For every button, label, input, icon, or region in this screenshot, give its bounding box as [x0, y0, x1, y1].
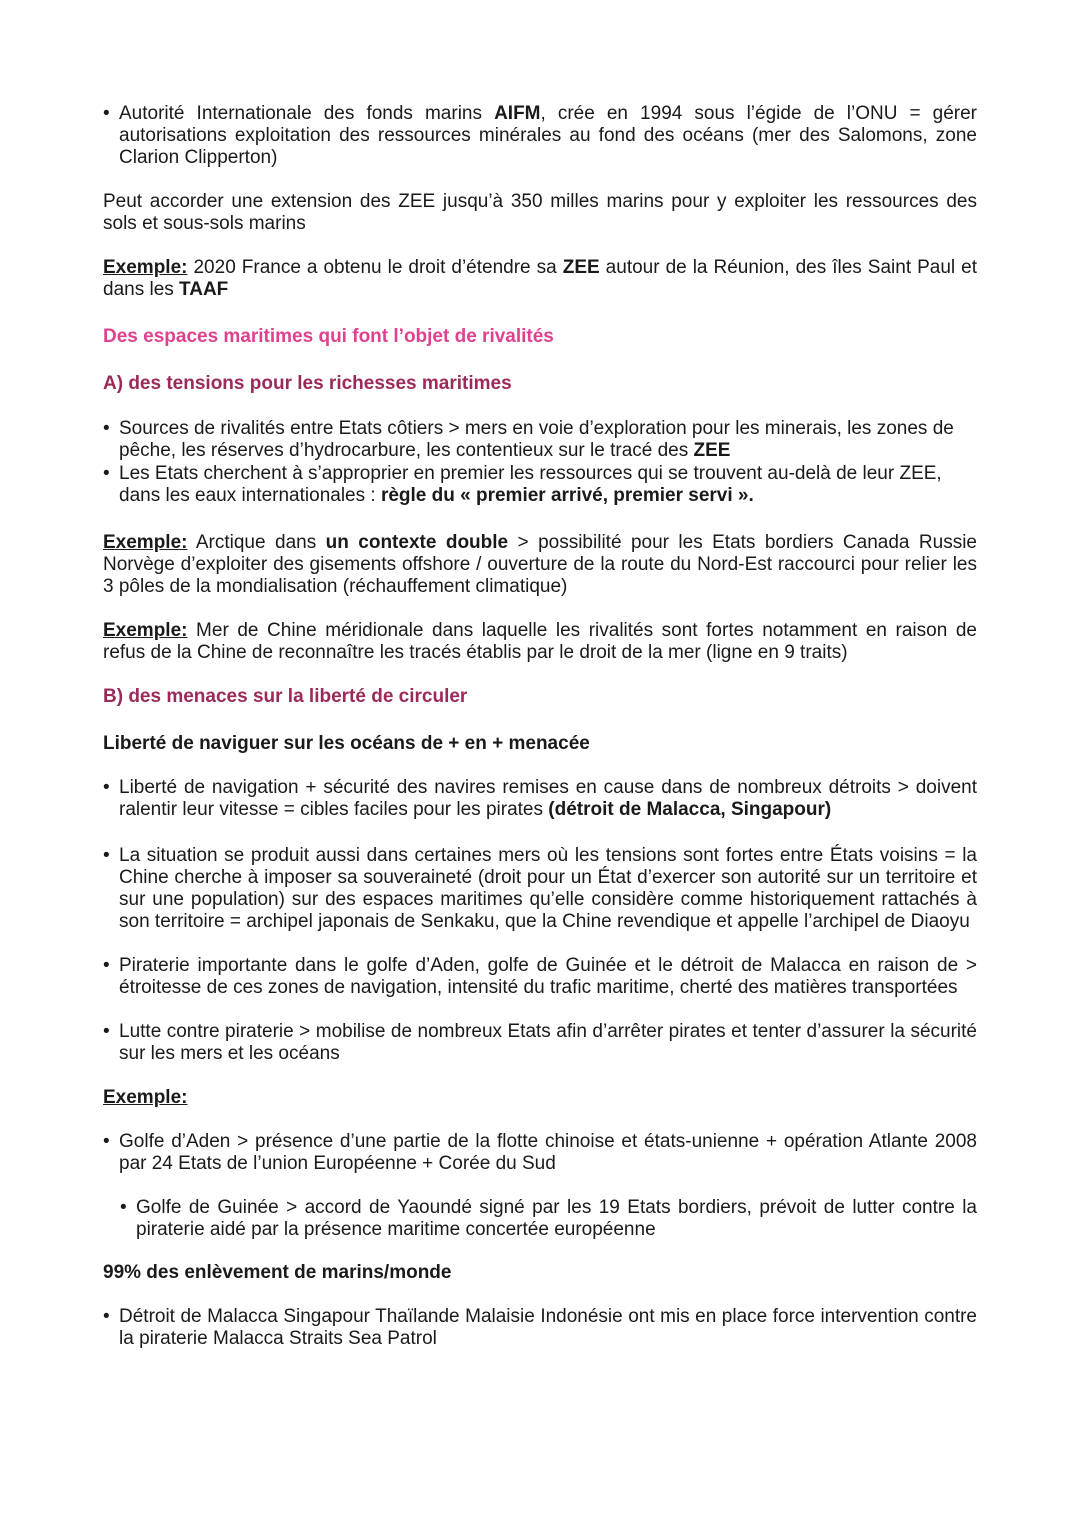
document-page — [103, 103, 977, 1350]
subheading-a: A) des tensions pour les richesses maritimes — [103, 373, 512, 394]
bold-text: règle du « premier arrivé, premier servi ». — [380, 485, 754, 506]
example-label: Exemple: — [103, 620, 188, 641]
bold-text: AIFM — [494, 103, 541, 124]
example-label: Exemple: — [103, 1087, 188, 1108]
text: autour de la Réunion, des îles Saint Paul et dans les — [103, 257, 977, 300]
bullet-golfe-aden: • Golfe d’Aden > présence d’une partie de la flotte chinoise et états-unienne + opération Atlante 2008 par 24 Etats de l’union Européenne + Corée du Sud — [103, 1131, 977, 1175]
heading-statistique: 99% des enlèvement de marins/monde — [103, 1262, 452, 1283]
bullet-rivalites — [103, 418, 977, 462]
text: Liberté de navigation + sécurité des navires remises en cause dans de nombreux détroits > doivent ralentir leur vitesse = cibles faciles pour les pirates — [119, 777, 977, 820]
text: Autorité Internationale des fonds marins — [119, 103, 495, 124]
bold-text: TAAF — [179, 279, 229, 300]
bullet-golfe-guinee: • Golfe de Guinée > accord de Yaoundé signé par les 19 Etats bordiers, prévoit de lutter contre la piraterie aidé par la présence maritime concertée européenne — [120, 1197, 977, 1241]
bullet-aifm — [103, 103, 977, 169]
text: Sources de rivalités entre Etats côtiers > mers en voie d’exploration pour les minerais, les zones de pêche, les réserves d’hydrocarbure, les contentieux sur le tracé des — [119, 418, 954, 461]
bold-text: ZEE — [562, 257, 600, 278]
example-arctique — [103, 532, 977, 598]
bullet-souverainete: • La situation se produit aussi dans certaines mers où les tensions sont fortes entre États voisins = la Chine cherche à imposer sa souveraineté (droit pour un État d’exercer son autorité sur un territoire et sur une population) sur des espaces maritimes qu’elle considère comme historiquement rattachés à son territoire = archipel japonais de Senkaku, que la Chine revendique et appelle l’archipel de Diaoyu — [103, 845, 977, 933]
example-france — [103, 257, 977, 301]
example-label: Exemple: — [103, 257, 188, 278]
bold-text: (détroit de Malacca, Singapour) — [548, 799, 832, 820]
bold-text: un contexte double — [325, 532, 509, 553]
text: 2020 France a obtenu le droit d’étendre sa — [187, 257, 563, 278]
bullet-detroits — [103, 777, 977, 821]
example-mer-de-chine — [103, 620, 977, 664]
text: Mer de Chine méridionale dans laquelle les rivalités sont fortes notamment en raison de refus de la Chine de reconnaître les tracés établis par le droit de la mer (ligne en 9 traits) — [103, 620, 977, 663]
text: , crée en 1994 sous l’égide de l’ONU = gérer autorisations exploitation des ressources minérales au fond des océans (mer des Salomons, zone Clarion Clipperton) — [119, 103, 978, 168]
paragraph-zee-extension: Peut accorder une extension des ZEE jusqu’à 350 milles marins pour y exploiter les ressources des sols et sous-sols marins — [103, 191, 977, 234]
example-label-4 — [103, 1087, 977, 1109]
bullet-lutte: • Lutte contre piraterie > mobilise de nombreux Etats afin d’arrêter pirates et tenter d’assurer la sécurité sur les mers et les océans — [103, 1021, 977, 1065]
section-heading: Des espaces maritimes qui font l’objet de rivalités — [103, 326, 554, 347]
text: > possibilité pour les Etats bordiers Canada Russie Norvège d’exploiter des gisements offshore / ouverture de la route du Nord-Est raccourci pour relier les 3 pôles de la mondialisation (réchauffement climatique) — [103, 532, 977, 597]
bullet-malacca-patrol: • Détroit de Malacca Singapour Thaïlande Malaisie Indonésie ont mis en place force intervention contre la piraterie Malacca Straits Sea Patrol — [103, 1306, 977, 1350]
bullet-piraterie: • Piraterie importante dans le golfe d’Aden, golfe de Guinée et le détroit de Malacca en raison de > étroitesse de ces zones de navigation, intensité du trafic maritime, cherté des matières transportées — [103, 955, 977, 999]
bullet-premier-arrive — [103, 463, 977, 507]
subheading-b: B) des menaces sur la liberté de circuler — [103, 686, 468, 707]
text: Arctique dans — [187, 532, 326, 553]
example-label: Exemple: — [103, 532, 188, 553]
bold-text: ZEE — [693, 440, 731, 461]
heading-liberte: Liberté de naviguer sur les océans de + en + menacée — [103, 733, 590, 754]
text: Les Etats cherchent à s’approprier en premier les ressources qui se trouvent au-delà de leur ZEE, dans les eaux internationales : — [119, 463, 942, 506]
